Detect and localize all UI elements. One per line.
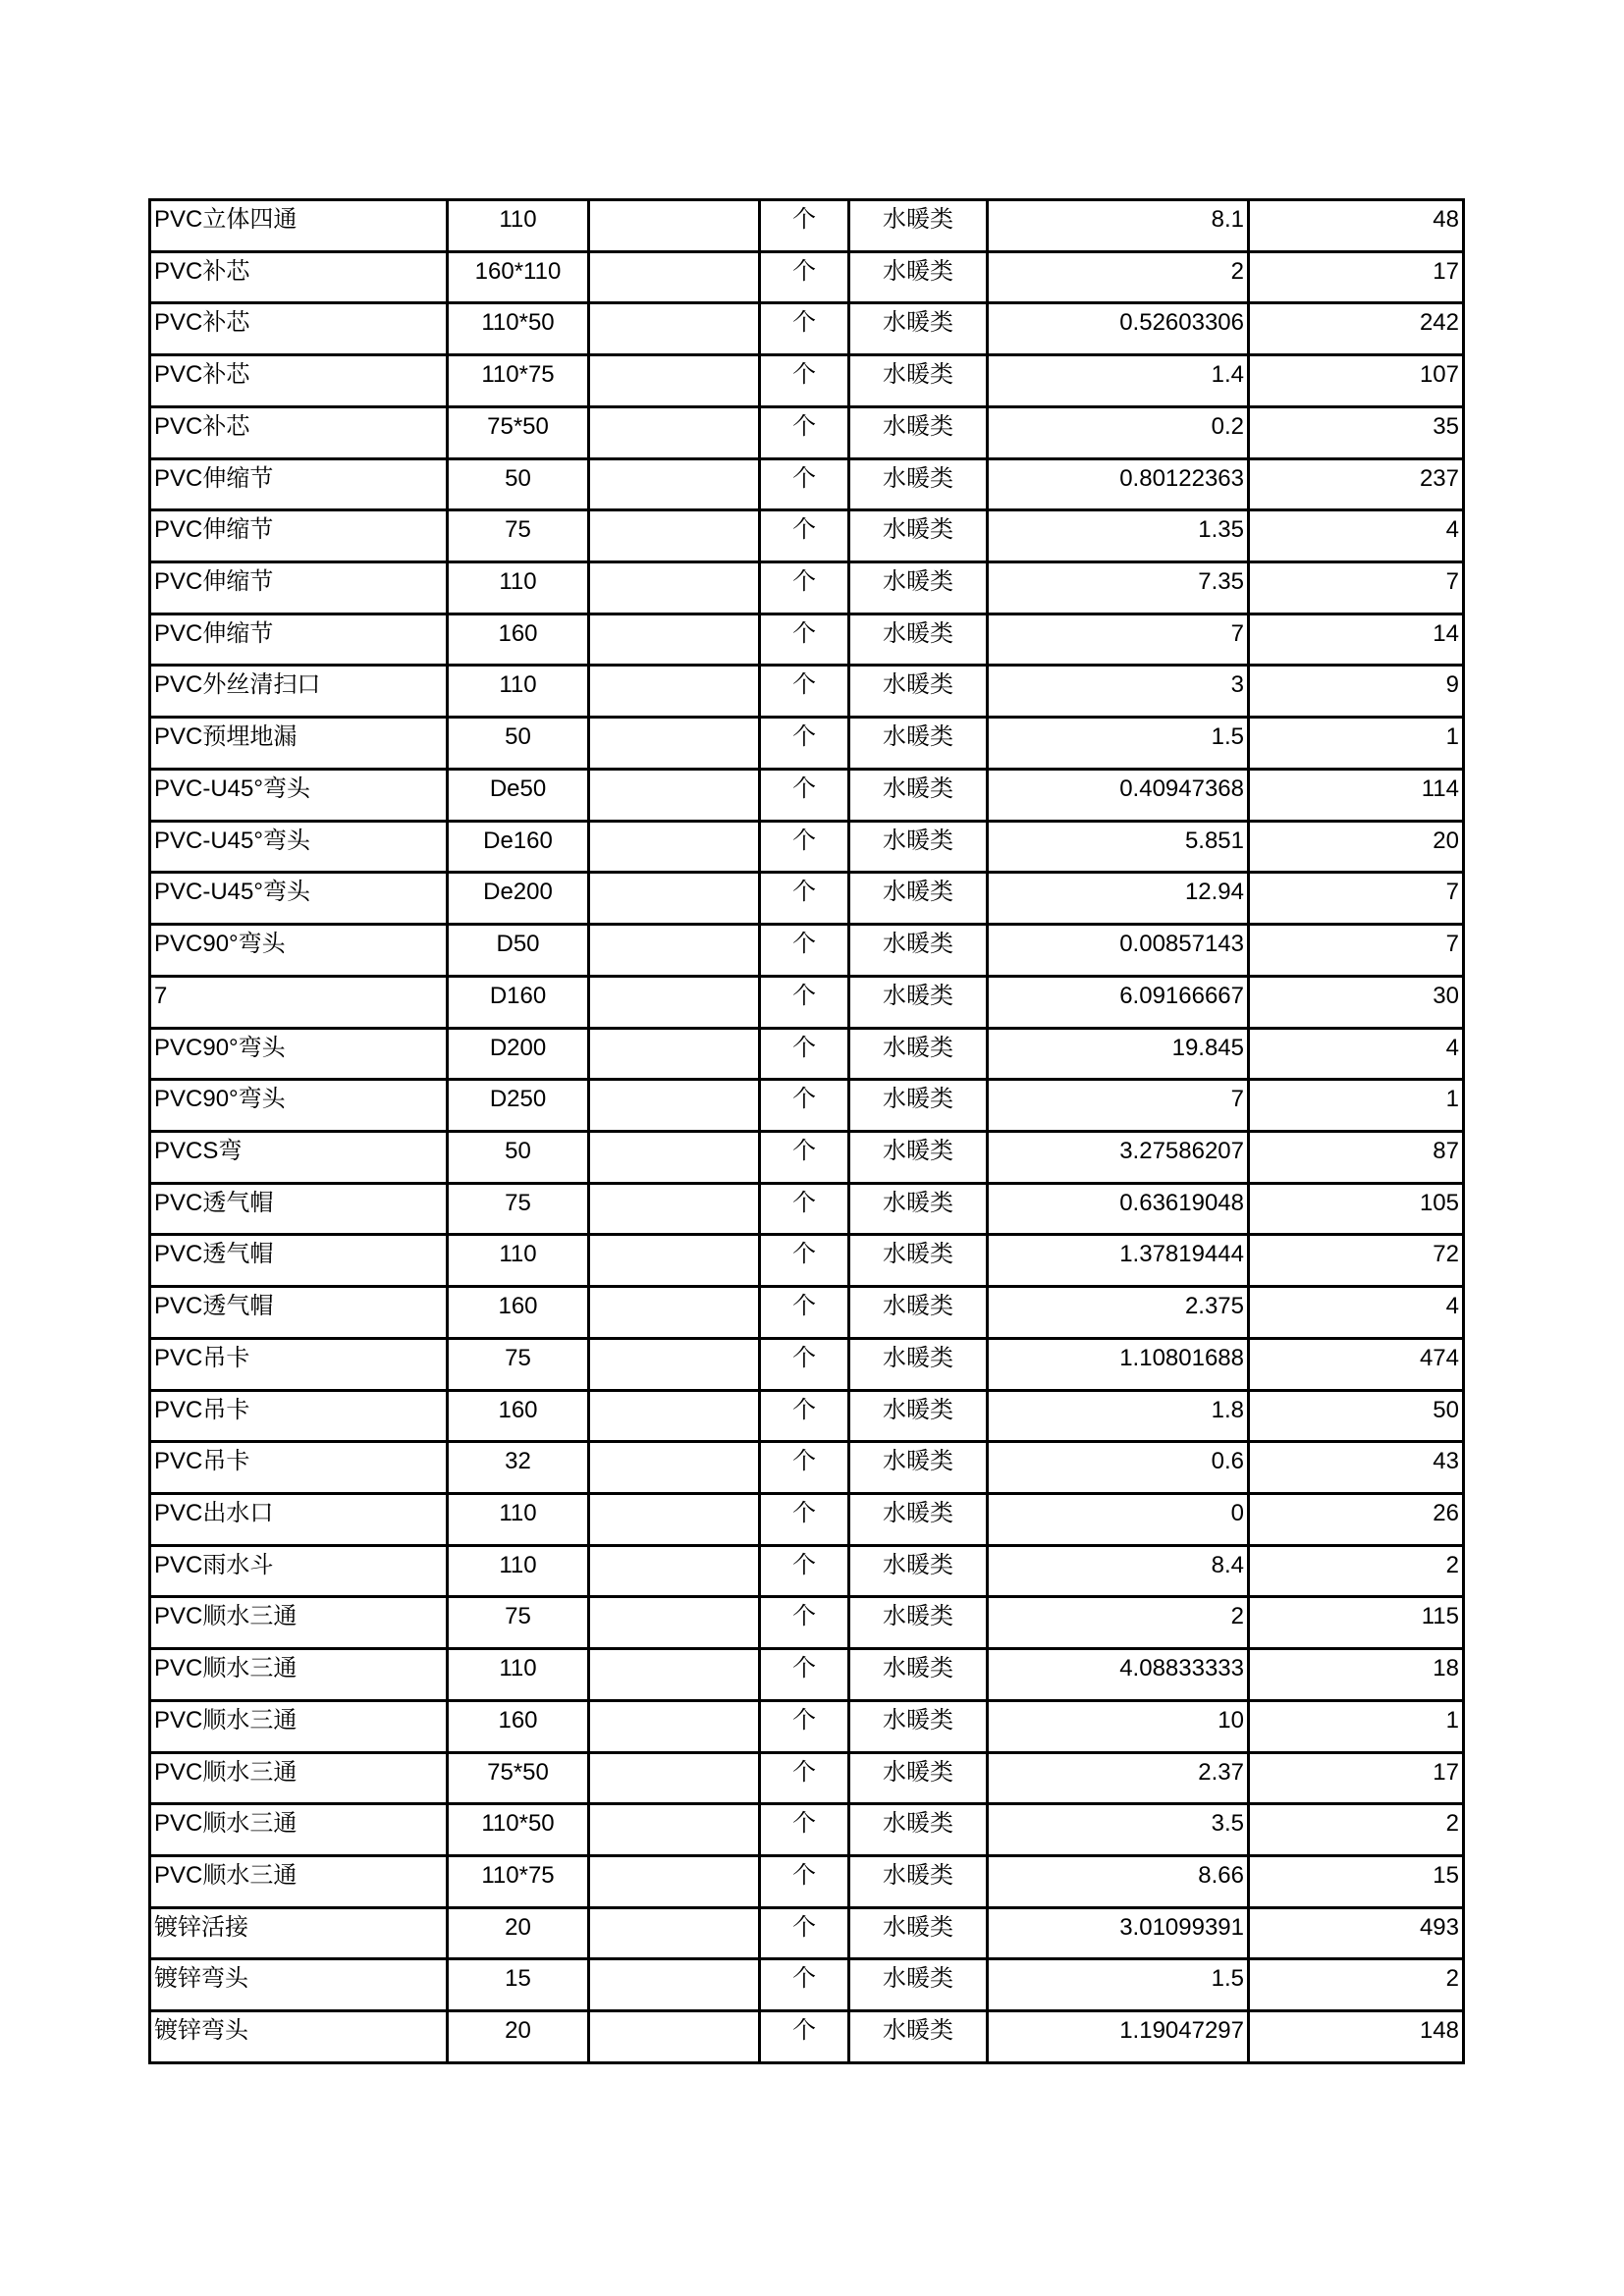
table-row <box>150 666 1464 718</box>
qty-cell: 48 <box>1249 200 1464 252</box>
price-cell: 1.10801688 <box>988 1338 1249 1390</box>
price-cell: 7.35 <box>988 562 1249 614</box>
unit-cell: 个 <box>760 1649 849 1701</box>
category-cell: 水暖类 <box>849 1235 988 1287</box>
empty-cell <box>589 458 760 510</box>
empty-cell <box>589 1907 760 1959</box>
table-row <box>150 1804 1464 1856</box>
unit-cell: 个 <box>760 200 849 252</box>
unit-cell: 个 <box>760 562 849 614</box>
spec-cell: 110 <box>448 1545 589 1597</box>
qty-cell: 17 <box>1249 251 1464 303</box>
item-name-cell: PVC补芯 <box>150 251 448 303</box>
item-name-cell: PVC90°弯头 <box>150 1028 448 1080</box>
empty-cell <box>589 510 760 562</box>
empty-cell <box>589 1183 760 1235</box>
unit-cell: 个 <box>760 1752 849 1804</box>
empty-cell <box>589 976 760 1028</box>
qty-cell: 237 <box>1249 458 1464 510</box>
category-cell: 水暖类 <box>849 1080 988 1132</box>
table-row <box>150 1390 1464 1442</box>
qty-cell: 35 <box>1249 406 1464 458</box>
item-name-cell: PVC伸缩节 <box>150 562 448 614</box>
qty-cell: 2 <box>1249 1804 1464 1856</box>
item-name-cell: PVC伸缩节 <box>150 614 448 666</box>
empty-cell <box>589 873 760 925</box>
category-cell: 水暖类 <box>849 458 988 510</box>
unit-cell: 个 <box>760 1856 849 1908</box>
qty-cell: 18 <box>1249 1649 1464 1701</box>
category-cell: 水暖类 <box>849 200 988 252</box>
spec-cell: 110 <box>448 1493 589 1545</box>
price-cell: 3.5 <box>988 1804 1249 1856</box>
spec-cell: 110*50 <box>448 303 589 355</box>
empty-cell <box>589 1235 760 1287</box>
price-cell: 3.01099391 <box>988 1907 1249 1959</box>
item-name-cell: PVC90°弯头 <box>150 925 448 977</box>
item-name-cell: PVC90°弯头 <box>150 1080 448 1132</box>
price-cell: 8.1 <box>988 200 1249 252</box>
price-cell: 7 <box>988 1080 1249 1132</box>
price-cell: 1.4 <box>988 355 1249 407</box>
table-row <box>150 976 1464 1028</box>
spec-cell: 160 <box>448 614 589 666</box>
empty-cell <box>589 1338 760 1390</box>
qty-cell: 15 <box>1249 1856 1464 1908</box>
category-cell: 水暖类 <box>849 1752 988 1804</box>
qty-cell: 2 <box>1249 1959 1464 2011</box>
empty-cell <box>589 1959 760 2011</box>
item-name-cell: PVC吊卡 <box>150 1338 448 1390</box>
qty-cell: 50 <box>1249 1390 1464 1442</box>
empty-cell <box>589 2011 760 2063</box>
table-row <box>150 925 1464 977</box>
unit-cell: 个 <box>760 873 849 925</box>
empty-cell <box>589 1545 760 1597</box>
empty-cell <box>589 303 760 355</box>
price-cell: 1.5 <box>988 718 1249 770</box>
empty-cell <box>589 1649 760 1701</box>
category-cell: 水暖类 <box>849 1959 988 2011</box>
category-cell: 水暖类 <box>849 1856 988 1908</box>
unit-cell: 个 <box>760 510 849 562</box>
spec-cell: D250 <box>448 1080 589 1132</box>
category-cell: 水暖类 <box>849 510 988 562</box>
item-name-cell: PVC预埋地漏 <box>150 718 448 770</box>
table-row <box>150 458 1464 510</box>
qty-cell: 14 <box>1249 614 1464 666</box>
price-cell: 4.08833333 <box>988 1649 1249 1701</box>
category-cell: 水暖类 <box>849 355 988 407</box>
table-row <box>150 1080 1464 1132</box>
price-cell: 2 <box>988 251 1249 303</box>
unit-cell: 个 <box>760 1338 849 1390</box>
table-row <box>150 1700 1464 1752</box>
item-name-cell: PVC透气帽 <box>150 1183 448 1235</box>
price-cell: 0.40947368 <box>988 769 1249 821</box>
category-cell: 水暖类 <box>849 1287 988 1339</box>
spec-cell: 50 <box>448 1131 589 1183</box>
category-cell: 水暖类 <box>849 1183 988 1235</box>
unit-cell: 个 <box>760 666 849 718</box>
qty-cell: 105 <box>1249 1183 1464 1235</box>
table-row <box>150 1856 1464 1908</box>
table-row <box>150 1028 1464 1080</box>
spec-cell: 110 <box>448 1235 589 1287</box>
category-cell: 水暖类 <box>849 925 988 977</box>
price-cell: 6.09166667 <box>988 976 1249 1028</box>
table-row <box>150 769 1464 821</box>
table-row <box>150 510 1464 562</box>
qty-cell: 4 <box>1249 510 1464 562</box>
category-cell: 水暖类 <box>849 1700 988 1752</box>
item-name-cell: PVC补芯 <box>150 355 448 407</box>
qty-cell: 9 <box>1249 666 1464 718</box>
unit-cell: 个 <box>760 1080 849 1132</box>
category-cell: 水暖类 <box>849 1804 988 1856</box>
item-name-cell: PVC顺水三通 <box>150 1649 448 1701</box>
unit-cell: 个 <box>760 1287 849 1339</box>
empty-cell <box>589 614 760 666</box>
qty-cell: 72 <box>1249 1235 1464 1287</box>
item-name-cell: PVC立体四通 <box>150 200 448 252</box>
unit-cell: 个 <box>760 1700 849 1752</box>
spec-cell: 15 <box>448 1959 589 2011</box>
price-cell: 1.5 <box>988 1959 1249 2011</box>
item-name-cell: 镀锌弯头 <box>150 1959 448 2011</box>
item-name-cell: PVCS弯 <box>150 1131 448 1183</box>
unit-cell: 个 <box>760 303 849 355</box>
table-row <box>150 1959 1464 2011</box>
category-cell: 水暖类 <box>849 251 988 303</box>
empty-cell <box>589 1856 760 1908</box>
empty-cell <box>589 1287 760 1339</box>
qty-cell: 1 <box>1249 1080 1464 1132</box>
category-cell: 水暖类 <box>849 1338 988 1390</box>
table-row <box>150 1183 1464 1235</box>
unit-cell: 个 <box>760 355 849 407</box>
item-name-cell: PVC顺水三通 <box>150 1804 448 1856</box>
unit-cell: 个 <box>760 976 849 1028</box>
qty-cell: 474 <box>1249 1338 1464 1390</box>
empty-cell <box>589 769 760 821</box>
price-cell: 12.94 <box>988 873 1249 925</box>
price-cell: 2.375 <box>988 1287 1249 1339</box>
empty-cell <box>589 355 760 407</box>
price-cell: 8.4 <box>988 1545 1249 1597</box>
price-cell: 1.35 <box>988 510 1249 562</box>
empty-cell <box>589 821 760 873</box>
price-cell: 1.8 <box>988 1390 1249 1442</box>
spec-cell: D200 <box>448 1028 589 1080</box>
unit-cell: 个 <box>760 1183 849 1235</box>
category-cell: 水暖类 <box>849 1390 988 1442</box>
spec-cell: 50 <box>448 458 589 510</box>
table-row <box>150 1752 1464 1804</box>
empty-cell <box>589 251 760 303</box>
item-name-cell: PVC顺水三通 <box>150 1700 448 1752</box>
unit-cell: 个 <box>760 251 849 303</box>
unit-cell: 个 <box>760 1390 849 1442</box>
category-cell: 水暖类 <box>849 976 988 1028</box>
price-cell: 3 <box>988 666 1249 718</box>
unit-cell: 个 <box>760 718 849 770</box>
price-cell: 0.80122363 <box>988 458 1249 510</box>
qty-cell: 17 <box>1249 1752 1464 1804</box>
table-row <box>150 1235 1464 1287</box>
qty-cell: 242 <box>1249 303 1464 355</box>
spec-cell: 160 <box>448 1700 589 1752</box>
unit-cell: 个 <box>760 1028 849 1080</box>
table-row <box>150 1338 1464 1390</box>
table-row <box>150 1287 1464 1339</box>
inventory-table <box>148 198 1465 2064</box>
unit-cell: 个 <box>760 1597 849 1649</box>
spec-cell: 110*75 <box>448 1856 589 1908</box>
price-cell: 0.52603306 <box>988 303 1249 355</box>
item-name-cell: PVC雨水斗 <box>150 1545 448 1597</box>
qty-cell: 26 <box>1249 1493 1464 1545</box>
unit-cell: 个 <box>760 458 849 510</box>
item-name-cell: 镀锌弯头 <box>150 2011 448 2063</box>
category-cell: 水暖类 <box>849 769 988 821</box>
price-cell: 10 <box>988 1700 1249 1752</box>
empty-cell <box>589 666 760 718</box>
price-cell: 8.66 <box>988 1856 1249 1908</box>
category-cell: 水暖类 <box>849 1907 988 1959</box>
item-name-cell: PVC顺水三通 <box>150 1856 448 1908</box>
empty-cell <box>589 1493 760 1545</box>
item-name-cell: PVC出水口 <box>150 1493 448 1545</box>
spec-cell: 20 <box>448 1907 589 1959</box>
table-row <box>150 562 1464 614</box>
item-name-cell: PVC伸缩节 <box>150 458 448 510</box>
category-cell: 水暖类 <box>849 1493 988 1545</box>
qty-cell: 7 <box>1249 562 1464 614</box>
item-name-cell: PVC透气帽 <box>150 1235 448 1287</box>
qty-cell: 493 <box>1249 1907 1464 1959</box>
empty-cell <box>589 925 760 977</box>
table-row <box>150 821 1464 873</box>
table-row <box>150 303 1464 355</box>
empty-cell <box>589 1752 760 1804</box>
table-row <box>150 1545 1464 1597</box>
empty-cell <box>589 1597 760 1649</box>
qty-cell: 115 <box>1249 1597 1464 1649</box>
item-name-cell: PVC外丝清扫口 <box>150 666 448 718</box>
item-name-cell: PVC-U45°弯头 <box>150 821 448 873</box>
spec-cell: 110 <box>448 666 589 718</box>
category-cell: 水暖类 <box>849 2011 988 2063</box>
table-row <box>150 1597 1464 1649</box>
empty-cell <box>589 562 760 614</box>
spec-cell: D50 <box>448 925 589 977</box>
unit-cell: 个 <box>760 1959 849 2011</box>
item-name-cell: 镀锌活接 <box>150 1907 448 1959</box>
qty-cell: 1 <box>1249 718 1464 770</box>
unit-cell: 个 <box>760 1545 849 1597</box>
empty-cell <box>589 1442 760 1494</box>
table-row <box>150 406 1464 458</box>
category-cell: 水暖类 <box>849 873 988 925</box>
category-cell: 水暖类 <box>849 1545 988 1597</box>
price-cell: 1.37819444 <box>988 1235 1249 1287</box>
spec-cell: 110 <box>448 1649 589 1701</box>
spec-cell: 110 <box>448 200 589 252</box>
unit-cell: 个 <box>760 1235 849 1287</box>
table-row <box>150 873 1464 925</box>
price-cell: 0.63619048 <box>988 1183 1249 1235</box>
spec-cell: De160 <box>448 821 589 873</box>
spec-cell: 75 <box>448 1597 589 1649</box>
table-row <box>150 1493 1464 1545</box>
empty-cell <box>589 1804 760 1856</box>
category-cell: 水暖类 <box>849 406 988 458</box>
unit-cell: 个 <box>760 1131 849 1183</box>
spec-cell: 160*110 <box>448 251 589 303</box>
category-cell: 水暖类 <box>849 562 988 614</box>
table-row <box>150 200 1464 252</box>
qty-cell: 20 <box>1249 821 1464 873</box>
empty-cell <box>589 718 760 770</box>
price-cell: 0.2 <box>988 406 1249 458</box>
price-cell: 3.27586207 <box>988 1131 1249 1183</box>
table-row <box>150 614 1464 666</box>
price-cell: 2 <box>988 1597 1249 1649</box>
spec-cell: D160 <box>448 976 589 1028</box>
category-cell: 水暖类 <box>849 1442 988 1494</box>
unit-cell: 个 <box>760 925 849 977</box>
unit-cell: 个 <box>760 821 849 873</box>
spec-cell: De200 <box>448 873 589 925</box>
spec-cell: 160 <box>448 1287 589 1339</box>
spec-cell: 110 <box>448 562 589 614</box>
spec-cell: De50 <box>448 769 589 821</box>
qty-cell: 1 <box>1249 1700 1464 1752</box>
qty-cell: 4 <box>1249 1287 1464 1339</box>
category-cell: 水暖类 <box>849 1131 988 1183</box>
item-name-cell: 7 <box>150 976 448 1028</box>
unit-cell: 个 <box>760 769 849 821</box>
price-cell: 0.6 <box>988 1442 1249 1494</box>
unit-cell: 个 <box>760 614 849 666</box>
price-cell: 0 <box>988 1493 1249 1545</box>
table-row <box>150 251 1464 303</box>
unit-cell: 个 <box>760 1493 849 1545</box>
category-cell: 水暖类 <box>849 666 988 718</box>
category-cell: 水暖类 <box>849 821 988 873</box>
qty-cell: 148 <box>1249 2011 1464 2063</box>
qty-cell: 7 <box>1249 873 1464 925</box>
qty-cell: 7 <box>1249 925 1464 977</box>
table-row <box>150 718 1464 770</box>
spec-cell: 75 <box>448 1183 589 1235</box>
spec-cell: 20 <box>448 2011 589 2063</box>
table-row <box>150 1131 1464 1183</box>
qty-cell: 107 <box>1249 355 1464 407</box>
unit-cell: 个 <box>760 1442 849 1494</box>
item-name-cell: PVC吊卡 <box>150 1390 448 1442</box>
unit-cell: 个 <box>760 1804 849 1856</box>
spec-cell: 75 <box>448 510 589 562</box>
table-row <box>150 2011 1464 2063</box>
category-cell: 水暖类 <box>849 303 988 355</box>
empty-cell <box>589 1131 760 1183</box>
qty-cell: 114 <box>1249 769 1464 821</box>
category-cell: 水暖类 <box>849 1028 988 1080</box>
empty-cell <box>589 1700 760 1752</box>
price-cell: 19.845 <box>988 1028 1249 1080</box>
qty-cell: 87 <box>1249 1131 1464 1183</box>
item-name-cell: PVC顺水三通 <box>150 1752 448 1804</box>
spec-cell: 75 <box>448 1338 589 1390</box>
table-row <box>150 1907 1464 1959</box>
spec-cell: 75*50 <box>448 406 589 458</box>
qty-cell: 30 <box>1249 976 1464 1028</box>
table-row <box>150 355 1464 407</box>
empty-cell <box>589 200 760 252</box>
item-name-cell: PVC-U45°弯头 <box>150 873 448 925</box>
item-name-cell: PVC吊卡 <box>150 1442 448 1494</box>
empty-cell <box>589 1028 760 1080</box>
unit-cell: 个 <box>760 406 849 458</box>
price-cell: 0.00857143 <box>988 925 1249 977</box>
spec-cell: 75*50 <box>448 1752 589 1804</box>
price-cell: 7 <box>988 614 1249 666</box>
price-cell: 1.19047297 <box>988 2011 1249 2063</box>
empty-cell <box>589 406 760 458</box>
category-cell: 水暖类 <box>849 1597 988 1649</box>
item-name-cell: PVC补芯 <box>150 303 448 355</box>
unit-cell: 个 <box>760 1907 849 1959</box>
empty-cell <box>589 1390 760 1442</box>
unit-cell: 个 <box>760 2011 849 2063</box>
empty-cell <box>589 1080 760 1132</box>
item-name-cell: PVC补芯 <box>150 406 448 458</box>
item-name-cell: PVC伸缩节 <box>150 510 448 562</box>
spec-cell: 32 <box>448 1442 589 1494</box>
qty-cell: 4 <box>1249 1028 1464 1080</box>
spec-cell: 50 <box>448 718 589 770</box>
category-cell: 水暖类 <box>849 1649 988 1701</box>
qty-cell: 43 <box>1249 1442 1464 1494</box>
category-cell: 水暖类 <box>849 718 988 770</box>
table-row <box>150 1442 1464 1494</box>
item-name-cell: PVC顺水三通 <box>150 1597 448 1649</box>
category-cell: 水暖类 <box>849 614 988 666</box>
price-cell: 2.37 <box>988 1752 1249 1804</box>
spec-cell: 160 <box>448 1390 589 1442</box>
item-name-cell: PVC透气帽 <box>150 1287 448 1339</box>
price-cell: 5.851 <box>988 821 1249 873</box>
spec-cell: 110*50 <box>448 1804 589 1856</box>
qty-cell: 2 <box>1249 1545 1464 1597</box>
item-name-cell: PVC-U45°弯头 <box>150 769 448 821</box>
table-row <box>150 1649 1464 1701</box>
spec-cell: 110*75 <box>448 355 589 407</box>
